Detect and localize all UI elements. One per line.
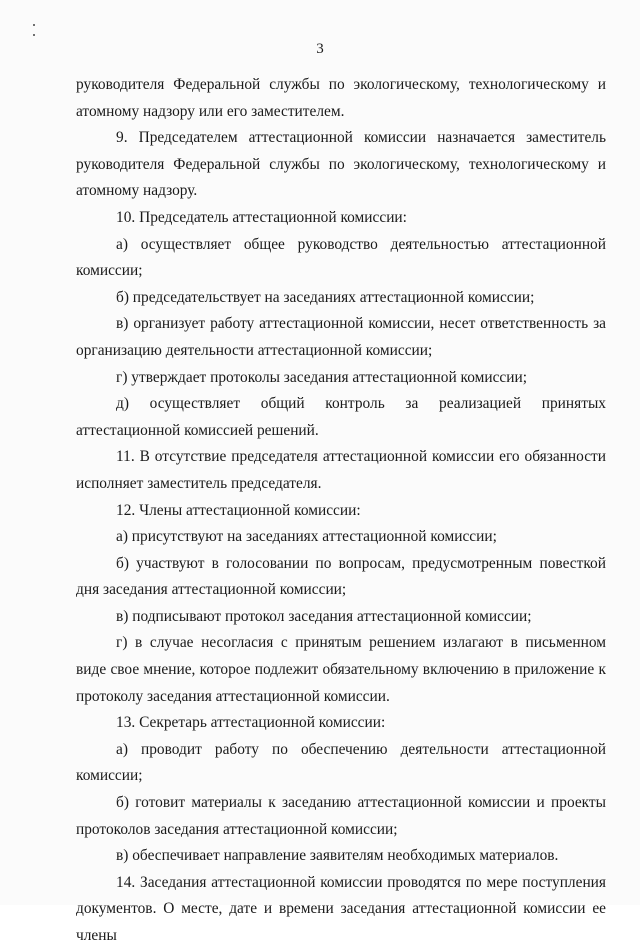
scan-speck bbox=[33, 24, 35, 26]
paragraph: д) осуществляет общий контроль за реализацией принятых аттестационной комиссией решений. bbox=[76, 395, 606, 439]
paragraph: б) готовит материалы к заседанию аттестационной комиссии и проекты протоколов заседания аттестационной комиссии; bbox=[76, 794, 606, 838]
page-number: 3 bbox=[316, 41, 324, 57]
document-body bbox=[76, 72, 606, 950]
paragraph: 11. В отсутствие председателя аттестационной комиссии его обязанности исполняет заместитель председателя. bbox=[76, 448, 606, 492]
paragraph: 9. Председателем аттестационной комиссии назначается заместитель руководителя Федеральной службы по экологическому, технологическому и атомному надзору. bbox=[76, 129, 606, 200]
paragraph: б) участвуют в голосовании по вопросам, предусмотренным повесткой дня заседания аттестационной комиссии; bbox=[76, 554, 606, 599]
paragraph: г) в случае несогласия с принятым решением излагают в письменном виде свое мнение, которое подлежит обязательному включению в приложение к протоколу заседания аттестационной комиссии. bbox=[76, 634, 606, 705]
paragraph: 14. Заседания аттестационной комиссии проводятся по мере поступления документов. О месте, дате и времени заседания аттестационной комиссии ее члены bbox=[76, 873, 606, 944]
paragraph: 13. Секретарь аттестационной комиссии: bbox=[116, 714, 386, 732]
paragraph: а) осуществляет общее руководство деятельностью аттестационной комиссии; bbox=[76, 235, 606, 280]
paragraph: в) подписывают протокол заседания аттестационной комиссии; bbox=[116, 607, 532, 625]
paragraph: б) председательствует на заседаниях аттестационной комиссии; bbox=[116, 288, 535, 306]
paragraph: руководителя Федеральной службы по экологическому, технологическому и атомному надзору или его заместителем. bbox=[76, 76, 606, 120]
paragraph: 12. Члены аттестационной комиссии: bbox=[116, 501, 361, 519]
paragraph: г) утверждает протоколы заседания аттестационной комиссии; bbox=[116, 368, 528, 386]
paragraph: в) организует работу аттестационной комиссии, несет ответственность за организацию деятельности аттестационной комиссии; bbox=[76, 315, 606, 359]
paragraph: а) присутствуют на заседаниях аттестационной комиссии; bbox=[116, 528, 497, 546]
paragraph: 10. Председатель аттестационной комиссии: bbox=[116, 208, 407, 226]
paragraph: а) проводит работу по обеспечению деятельности аттестационной комиссии; bbox=[76, 740, 606, 785]
paragraph: в) обеспечивает направление заявителям необходимых материалов. bbox=[116, 847, 559, 865]
scan-speck bbox=[33, 34, 35, 36]
